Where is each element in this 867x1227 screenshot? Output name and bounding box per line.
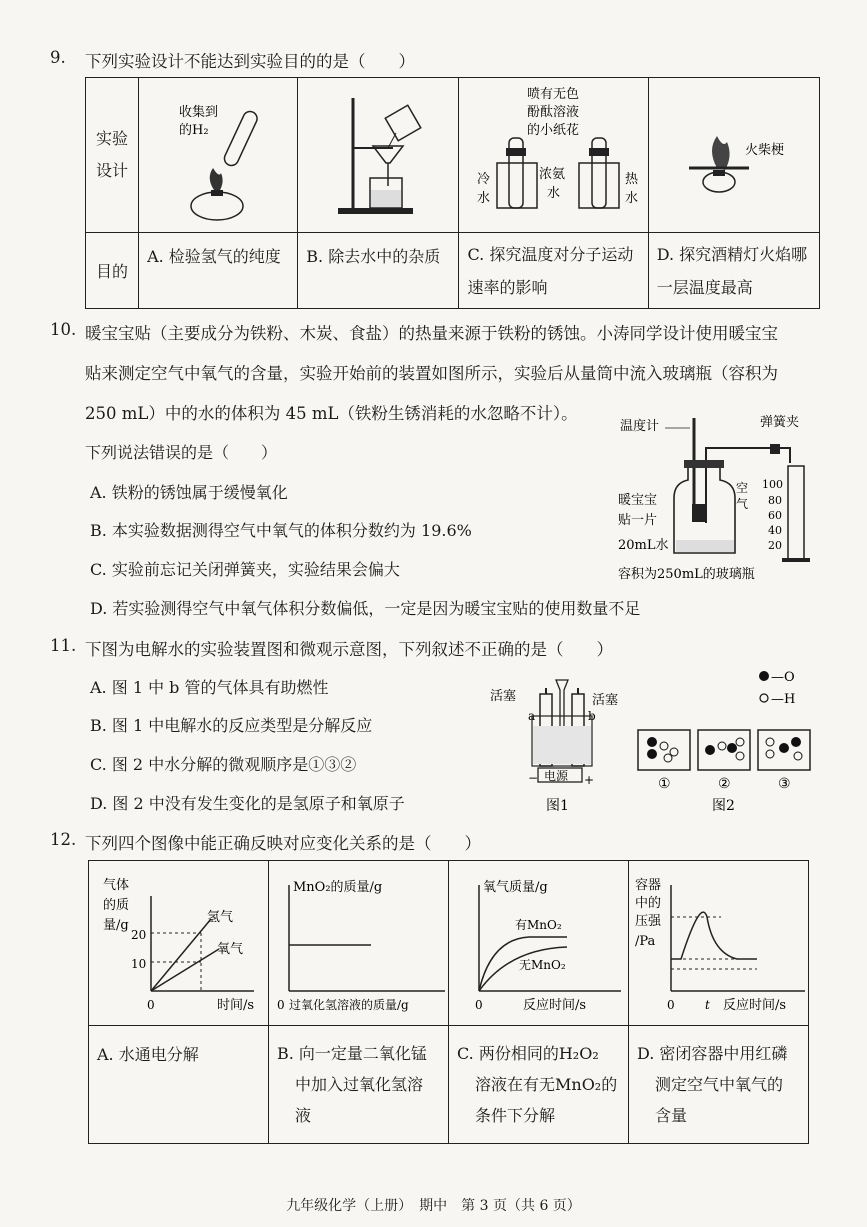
q12-b-ylabel: MnO₂的质量/g: [293, 880, 383, 895]
q9-fig-d: [649, 78, 819, 228]
q12-d-ylabel4: /Pa: [635, 934, 656, 949]
q9-c-hot-1: 热: [625, 172, 639, 187]
q9-opt-c: C. 探究温度对分子运动速率的影响: [467, 244, 634, 297]
q12-c-without: 无MnO₂: [519, 958, 566, 972]
q11-opt-a: A. 图 1 中 b 管的气体具有助燃性: [90, 678, 329, 697]
q12-d-ylabel3: 压强: [635, 914, 662, 929]
q10-stem-line1: 暖宝宝贴（主要成分为铁粉、木炭、食盐）的热量来源于铁粉的锈蚀。小涛同学设计使用暖宝宝: [85, 324, 778, 343]
q12-c-xlabel: 反应时间/s: [523, 998, 587, 1013]
q9-table: [85, 77, 820, 309]
q12-graph-b: [269, 861, 448, 1021]
q11-fig1: [480, 660, 630, 820]
q12-graph-c-cell: [449, 861, 629, 1026]
q10-opt-d: D. 若实验测得空气中氧气体积分数偏低，一定是因为暖宝宝贴的使用数量不足: [90, 599, 641, 618]
q12-c-ylabel: 氧气质量/g: [483, 880, 548, 895]
q9-opt-a-cell: [139, 233, 298, 309]
q12-a-origin: 0: [147, 998, 155, 1012]
q11-plus: +: [584, 773, 595, 787]
q10-scale-20: 20: [768, 539, 782, 552]
q9-opt-b-cell: [298, 233, 459, 309]
q9-a-label1: 收集到: [179, 105, 219, 120]
q12-b-xlabel: 过氧化氢溶液的质量/g: [289, 998, 409, 1012]
q9-row1-header: 实验设计: [96, 129, 129, 180]
q11-fig2: [630, 660, 830, 820]
q9-c-hot-2: 水: [625, 191, 639, 206]
q10-thermometer-label: 温度计: [620, 419, 660, 434]
q12-opt-d-cell: [629, 1026, 809, 1144]
q12-a-tick20: 20: [131, 928, 147, 942]
q12-c-with: 有MnO₂: [515, 918, 562, 932]
q10-air-2: 气: [736, 497, 749, 511]
q11-opt-c: C. 图 2 中水分解的微观顺序是①③②: [90, 755, 357, 774]
q12-opt-c-cell: [449, 1026, 629, 1144]
q12-opt-d-line3: 含量: [655, 1106, 688, 1125]
q10-air-1: 空: [736, 481, 749, 495]
q12-opt-b-line2: 中加入过氧化氢溶: [295, 1075, 424, 1094]
q10-caption: 容积为250mL的玻璃瓶: [618, 567, 755, 582]
q12-graph-a-cell: [89, 861, 269, 1026]
q12-d-t: t: [705, 998, 710, 1012]
q10-number: 10.: [50, 320, 77, 339]
q10-opt-b: B. 本实验数据测得空气中氧气的体积分数约为 19.6%: [90, 521, 472, 540]
q9-row2-header: 目的: [96, 262, 129, 281]
q10-clip-label: 弹簧夹: [760, 415, 800, 430]
q11-opt-b: B. 图 1 中电解水的反应类型是分解反应: [90, 716, 373, 735]
q12-opt-b-line3: 液: [295, 1106, 312, 1125]
q9-opt-a: A. 检验氢气的纯度: [147, 247, 281, 266]
q12-a-xlabel: 时间/s: [217, 998, 255, 1013]
q9-row1-header-cell: [86, 78, 139, 233]
q9-row2-header-cell: [86, 233, 139, 309]
q12-d-ylabel1: 容器: [635, 878, 662, 893]
q9-stem: 下列实验设计不能达到实验目的的是（ ）: [85, 52, 415, 71]
q9-opt-d-cell: [648, 233, 819, 309]
q9-opt-c-cell: [459, 233, 648, 309]
q12-b-origin: 0: [277, 998, 285, 1012]
q12-graph-b-cell: [269, 861, 449, 1026]
q11-fig2-caption: 图2: [712, 798, 735, 814]
q9-c-label2: 酚酞溶液: [527, 105, 580, 120]
q10-patch-label2: 贴一片: [618, 513, 658, 528]
q10-stem-line2: 贴来测定空气中氧气的含量，实验开始前的装置如图所示，实验后从量筒中流入玻璃瓶（容积为: [85, 364, 778, 383]
q12-a-o2: 氧气: [217, 942, 244, 957]
page-footer: 九年级化学（上册） 期中 第 3 页（共 6 页）: [286, 1198, 581, 1214]
q11-a-label: a: [528, 709, 536, 723]
q12-opt-c-line2: 溶液在有无MnO₂的: [475, 1075, 618, 1094]
q10-scale-60: 60: [768, 509, 782, 522]
q12-opt-c-line3: 条件下分解: [475, 1106, 556, 1125]
q10-opt-a: A. 铁粉的锈蚀属于缓慢氧化: [90, 483, 288, 502]
q10-stem-line3: 250 mL）中的水的体积为 45 mL（铁粉生锈消耗的水忽略不计）。: [85, 404, 578, 423]
q11-n3: ③: [778, 776, 791, 792]
q10-water-label: 20mL水: [618, 538, 669, 553]
q11-legend-o: —O: [771, 670, 795, 685]
q11-legend-h: —H: [771, 692, 796, 707]
q9-a-label2: 的H₂: [179, 123, 209, 138]
q12-graph-d: [629, 861, 808, 1021]
q12-opt-d-line2: 测定空气中氧气的: [655, 1075, 784, 1094]
q11-number: 11.: [50, 636, 77, 655]
q9-d-label: 火柴梗: [744, 143, 784, 158]
q12-opt-b-line1: B. 向一定量二氧化锰: [277, 1044, 427, 1063]
q11-opt-d: D. 图 2 中没有发生变化的是氢原子和氧原子: [90, 794, 405, 813]
q10-scale-40: 40: [768, 524, 782, 537]
q12-graph-d-cell: [629, 861, 809, 1026]
q9-opt-d: D. 探究酒精灯火焰哪一层温度最高: [656, 244, 808, 297]
q12-c-origin: 0: [475, 998, 483, 1012]
q12-opt-b-cell: [269, 1026, 449, 1144]
q11-n1: ①: [658, 776, 671, 792]
q11-b-label: b: [588, 709, 596, 723]
q12-a-h2: 氢气: [207, 910, 234, 925]
q9-c-ammonia-1: 浓氨: [539, 167, 566, 182]
q9-c-cold-2: 水: [477, 191, 491, 206]
q12-opt-c-line1: C. 两份相同的H₂O₂: [457, 1044, 599, 1063]
q9-fig-b: [298, 78, 458, 228]
q10-figure: [610, 408, 830, 588]
q12-d-origin: 0: [667, 998, 675, 1012]
q9-c-ammonia-2: 水: [547, 186, 561, 201]
q10-ask: 下列说法错误的是（ ）: [85, 443, 278, 462]
q9-opt-b: B. 除去水中的杂质: [306, 247, 441, 266]
q9-c-cold-1: 冷: [477, 172, 491, 187]
q10-scale-80: 80: [768, 494, 782, 507]
q12-a-ylabel2: 的质: [103, 898, 130, 913]
q12-a-ylabel3: 量/g: [103, 918, 129, 933]
q12-d-ylabel2: 中的: [635, 896, 662, 911]
q12-d-xlabel: 反应时间/s: [723, 998, 787, 1013]
q12-opt-a-line1: A. 水通电分解: [97, 1045, 199, 1064]
q9-fig-d-cell: [648, 78, 819, 233]
q11-n2: ②: [718, 776, 731, 792]
q11-stopcock-left: 活塞: [490, 689, 517, 704]
q12-opt-a-cell: [89, 1026, 269, 1144]
q12-graph-c: [449, 861, 628, 1021]
q11-stopcock-right: 活塞: [592, 693, 619, 708]
q12-a-ylabel1: 气体: [103, 878, 130, 893]
q9-fig-c-cell: [459, 78, 648, 233]
q9-fig-c: [459, 78, 647, 228]
q12-a-tick10: 10: [131, 957, 147, 971]
q11-stem: 下图为电解水的实验装置图和微观示意图，下列叙述不正确的是（ ）: [85, 640, 613, 659]
q9-number: 9.: [50, 48, 66, 67]
q9-fig-b-cell: [298, 78, 459, 233]
q10-scale-100: 100: [762, 478, 783, 491]
q11-minus: −: [528, 771, 539, 785]
q12-table: [88, 860, 809, 1144]
q12-opt-d-line1: D. 密闭容器中用红磷: [637, 1044, 788, 1063]
q11-power: 电源: [544, 769, 569, 783]
q12-stem: 下列四个图像中能正确反映对应变化关系的是（ ）: [85, 834, 481, 853]
q9-fig-a-cell: [139, 78, 298, 233]
q11-fig1-caption: 图1: [546, 798, 569, 814]
q12-graph-a: [89, 861, 268, 1021]
q12-number: 12.: [50, 830, 77, 849]
q10-opt-c: C. 实验前忘记关闭弹簧夹，实验结果会偏大: [90, 560, 400, 579]
q10-patch-label1: 暖宝宝: [618, 493, 658, 508]
q9-fig-a: [139, 78, 297, 228]
q9-c-label1: 喷有无色: [527, 87, 580, 102]
q9-c-label3: 的小纸花: [527, 123, 580, 138]
